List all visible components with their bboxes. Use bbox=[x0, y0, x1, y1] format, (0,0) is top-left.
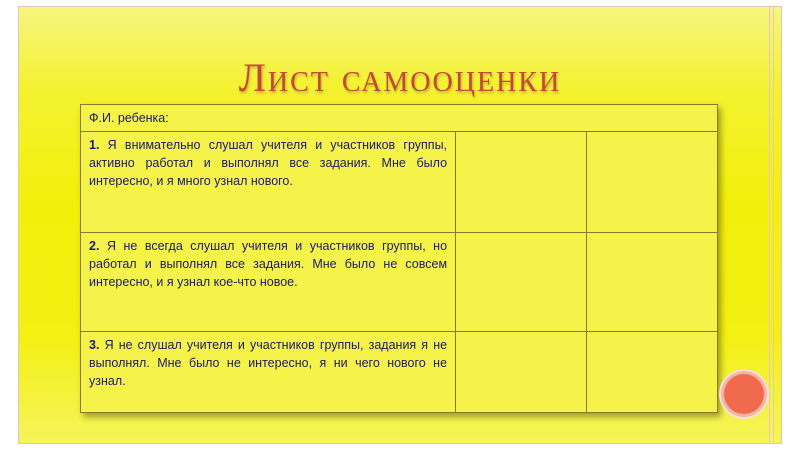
child-name-cell bbox=[81, 105, 718, 132]
self-assessment-table bbox=[80, 104, 718, 413]
criterion-text: Я не слушал учителя и участников группы, задания я не выполнял. Мне было не интересно, я ни чего нового не узнал. bbox=[89, 338, 448, 388]
mark-cell bbox=[456, 332, 587, 413]
criterion-number: 3. bbox=[89, 338, 100, 352]
mark-cell bbox=[456, 233, 587, 332]
table-row bbox=[81, 132, 718, 233]
decorative-circle bbox=[724, 374, 764, 414]
criterion-cell bbox=[81, 233, 456, 332]
table-row bbox=[81, 332, 718, 413]
table-row bbox=[81, 233, 718, 332]
mark-cell bbox=[587, 132, 718, 233]
mark-cell bbox=[587, 233, 718, 332]
child-name-label: Ф.И. ребенка: bbox=[89, 111, 169, 125]
mark-cell bbox=[587, 332, 718, 413]
name-row bbox=[81, 105, 718, 132]
slide-title: Лист самооценки bbox=[238, 55, 562, 100]
criterion-number: 1. bbox=[89, 138, 100, 152]
mark-cell bbox=[456, 132, 587, 233]
criterion-text: Я не всегда слушал учителя и участников группы, но работал и выполнял все задания. Мне было не совсем интересно, и я узнал кое-что новое. bbox=[89, 239, 448, 289]
criterion-text: Я внимательно слушал учителя и участников группы, активно работал и выполнял все задания. Мне было интересно, и я много узнал нового. bbox=[89, 138, 448, 188]
criterion-number: 2. bbox=[89, 239, 100, 253]
criterion-cell bbox=[81, 132, 456, 233]
criterion-cell bbox=[81, 332, 456, 413]
